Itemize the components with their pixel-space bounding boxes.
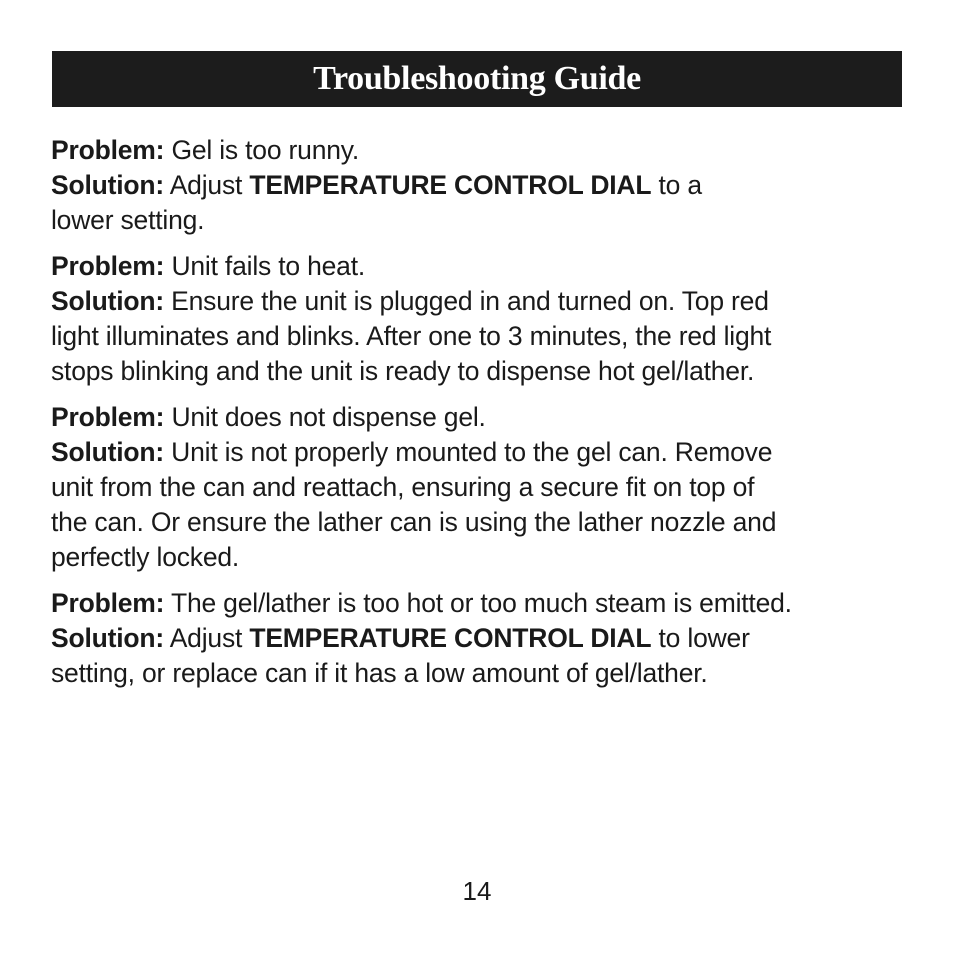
troubleshooting-entry-3	[51, 400, 911, 575]
solution-text: Adjust	[169, 623, 250, 653]
solution-text: Unit is not properly mounted to the gel can. Remove	[171, 437, 773, 467]
problem-line	[51, 133, 911, 168]
solution-label: Solution:	[51, 623, 164, 653]
problem-label: Problem:	[51, 135, 165, 165]
problem-text: Unit fails to heat.	[171, 251, 366, 281]
troubleshooting-entry-4	[51, 586, 911, 691]
solution-label: Solution:	[51, 286, 164, 316]
control-name-emphasis: TEMPERATURE CONTROL DIAL	[249, 623, 652, 653]
solution-line: light illuminates and blinks. After one to 3 minutes, the red light	[51, 321, 772, 351]
troubleshooting-entry-1	[51, 133, 911, 238]
solution-line: perfectly locked.	[51, 542, 240, 572]
solution-text: to lower	[651, 623, 750, 653]
solution-line	[51, 284, 911, 319]
troubleshooting-entry-2	[51, 249, 911, 389]
solution-line: the can. Or ensure the lather can is using the lather nozzle and	[51, 507, 777, 537]
problem-text: The gel/lather is too hot or too much steam is emitted.	[170, 588, 792, 618]
problem-label: Problem:	[51, 402, 165, 432]
problem-text: Unit does not dispense gel.	[171, 402, 486, 432]
problem-label: Problem:	[51, 588, 165, 618]
solution-line	[51, 435, 911, 470]
problem-text: Gel is too runny.	[171, 135, 360, 165]
solution-text: Ensure the unit is plugged in and turned on. Top red	[171, 286, 769, 316]
solution-line: lower setting.	[51, 205, 205, 235]
troubleshooting-list	[51, 133, 911, 702]
problem-label: Problem:	[51, 251, 165, 281]
solution-line	[51, 621, 911, 656]
solution-text: to a	[651, 170, 702, 200]
solution-line: unit from the can and reattach, ensuring a secure fit on top of	[51, 472, 755, 502]
control-name-emphasis: TEMPERATURE CONTROL DIAL	[249, 170, 652, 200]
solution-label: Solution:	[51, 437, 164, 467]
solution-line: stops blinking and the unit is ready to dispense hot gel/lather.	[51, 356, 755, 386]
solution-label: Solution:	[51, 170, 164, 200]
problem-line	[51, 586, 911, 621]
solution-line: setting, or replace can if it has a low amount of gel/lather.	[51, 658, 708, 688]
page-number: 14	[462, 876, 492, 906]
solution-line	[51, 168, 911, 203]
problem-line	[51, 400, 911, 435]
section-header-bar	[52, 51, 902, 107]
problem-line	[51, 249, 911, 284]
solution-text: Adjust	[169, 170, 250, 200]
page-title: Troubleshooting Guide	[313, 60, 641, 97]
